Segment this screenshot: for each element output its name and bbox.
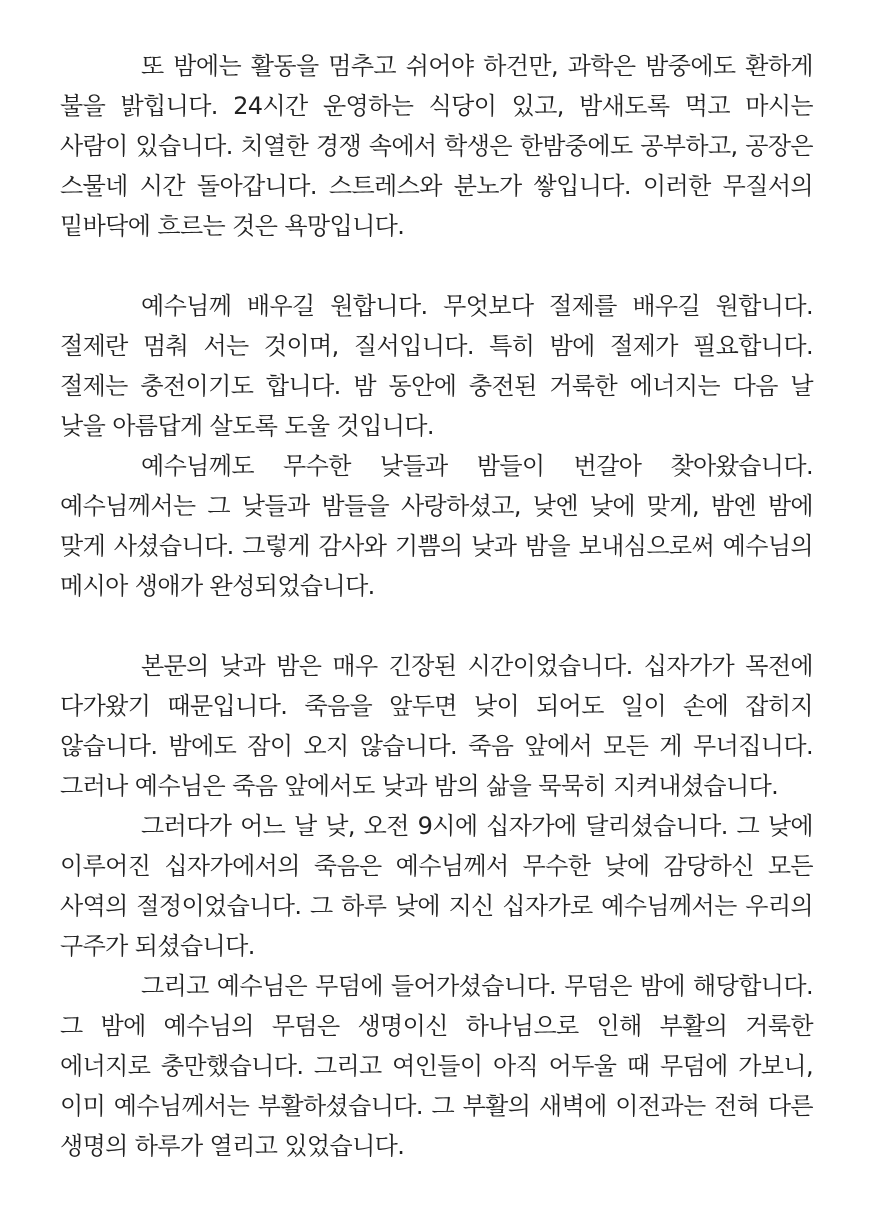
- paragraph-3: 예수님께도 무수한 낮들과 밤들이 번갈아 찾아왔습니다. 예수님께서는 그 낮들과 밤들을 사랑하셨고, 낮엔 낮에 맞게, 밤엔 밤에 맞게 사셨습니다. 그렇게 감사와 기쁨의 낮과 밤을 보내심으로써 예수님의 메시아 생애가 완성되었습니다.: [60, 452, 813, 600]
- paragraph-6: 그리고 예수님은 무덤에 들어가셨습니다. 무덤은 밤에 해당합니다. 그 밤에 예수님의 무덤은 생명이신 하나님으로 인해 부활의 거룩한 에너지로 충만했습니다. 그리고 여인들이 아직 어두울 때 무덤에 가보니, 이미 예수님께서는 부활하셨습니다. 그 부활의 새벽에 이전과는 전혀 다른 생명의 하루가 열리고 있었습니다.: [60, 972, 813, 1160]
- paragraph-1: 또 밤에는 활동을 멈추고 쉬어야 하건만, 과학은 밤중에도 환하게 불을 밝힙니다. 24시간 운영하는 식당이 있고, 밤새도록 먹고 마시는 사람이 있습니다. 치열한 경쟁 속에서 학생은 한밤중에도 공부하고, 공장은 스물네 시간 돌아갑니다. 스트레스와 분노가 쌓입니다. 이러한 무질서의 밑바닥에 흐르는 것은 욕망입니다.: [60, 52, 813, 240]
- paragraph-5: 그러다가 어느 날 낮, 오전 9시에 십자가에 달리셨습니다. 그 낮에 이루어진 십자가에서의 죽음은 예수님께서 무수한 낮에 감당하신 모든 사역의 절정이었습니다. 그 하루 낮에 지신 십자가로 예수님께서는 우리의 구주가 되셨습니다.: [60, 812, 813, 960]
- paragraph-2: 예수님께 배우길 원합니다. 무엇보다 절제를 배우길 원합니다. 절제란 멈춰 서는 것이며, 질서입니다. 특히 밤에 절제가 필요합니다. 절제는 충전이기도 합니다. 밤 동안에 충전된 거룩한 에너지는 다음 날 낮을 아름답게 살도록 도울 것입니다.: [60, 292, 813, 440]
- paragraph-4: 본문의 낮과 밤은 매우 긴장된 시간이었습니다. 십자가가 목전에 다가왔기 때문입니다. 죽음을 앞두면 낮이 되어도 일이 손에 잡히지 않습니다. 밤에도 잠이 오지 않습니다. 죽음 앞에서 모든 게 무너집니다. 그러나 예수님은 죽음 앞에서도 낮과 밤의 삶을 묵묵히 지켜내셨습니다.: [60, 652, 813, 800]
